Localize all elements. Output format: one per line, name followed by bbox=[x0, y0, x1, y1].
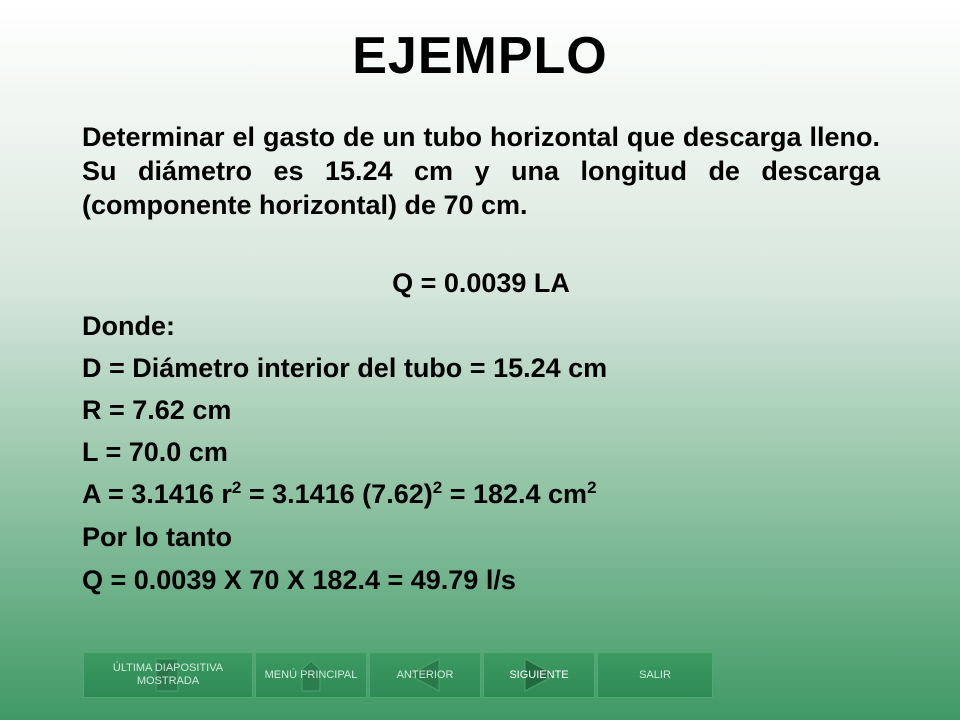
next-label: SIGUIENTE bbox=[509, 668, 569, 681]
area-exponent-1: 2 bbox=[231, 478, 242, 497]
area-line bbox=[82, 477, 597, 511]
therefore-line: Por lo tanto bbox=[82, 522, 232, 552]
previous-label: ANTERIOR bbox=[396, 668, 454, 681]
main-menu-button[interactable] bbox=[255, 652, 367, 698]
main-menu-label: MENÚ PRINCIPAL bbox=[264, 668, 358, 681]
area-part-1: A = 3.1416 r bbox=[82, 479, 232, 509]
slide-title: EJEMPLO bbox=[352, 27, 608, 85]
exit-button[interactable] bbox=[597, 652, 713, 698]
area-exponent-2: 2 bbox=[432, 478, 443, 497]
length-line: L = 70.0 cm bbox=[82, 437, 228, 467]
problem-statement: Determinar el gasto de un tubo horizontal que descarga lleno. Su diámetro es 15.24 cm y una longitud de descarga (componente horizontal) de 70 cm. bbox=[82, 122, 880, 220]
previous-button[interactable] bbox=[369, 652, 481, 698]
result-line: Q = 0.0039 X 70 X 182.4 = 49.79 l/s bbox=[82, 565, 516, 595]
next-button[interactable] bbox=[483, 652, 595, 698]
area-exponent-3: 2 bbox=[587, 478, 597, 497]
last-shown-slide-label: ÚLTIMA DIAPOSITIVA MOSTRADA bbox=[112, 662, 224, 687]
area-part-2: = 3.1416 (7.62) bbox=[241, 479, 433, 509]
area-part-3: = 182.4 cm bbox=[442, 479, 588, 509]
formula-line: Q = 0.0039 LA bbox=[392, 268, 570, 298]
slide-content bbox=[82, 120, 880, 595]
exit-label: SALIR bbox=[639, 668, 671, 681]
last-shown-slide-button[interactable] bbox=[83, 652, 253, 698]
where-label: Donde: bbox=[82, 311, 175, 341]
radius-line: R = 7.62 cm bbox=[82, 395, 232, 425]
diameter-line: D = Diámetro interior del tubo = 15.24 cm bbox=[82, 353, 608, 383]
navigation-bar bbox=[83, 652, 713, 698]
